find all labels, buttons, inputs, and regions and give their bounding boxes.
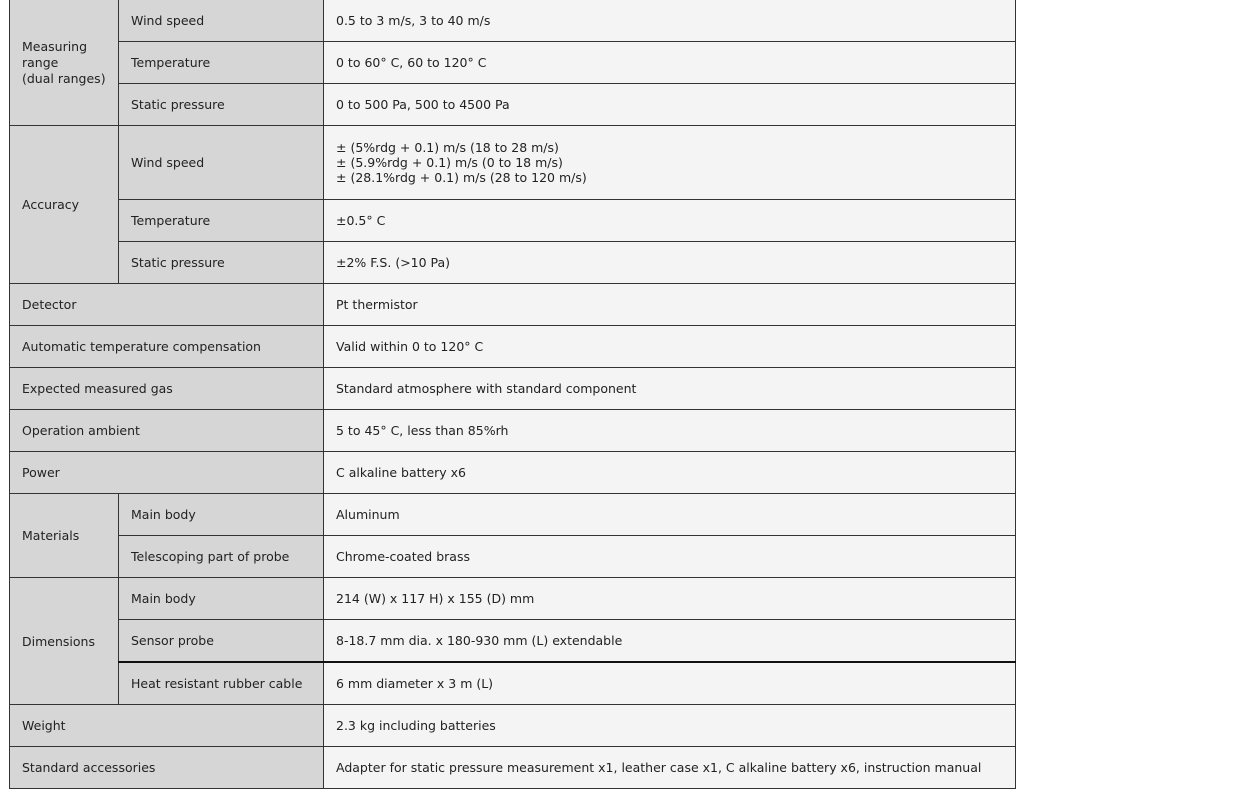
value-cell: C alkaline battery x6 xyxy=(324,452,1016,494)
accuracy-line: ± (28.1%rdg + 0.1) m/s (28 to 120 m/s) xyxy=(336,170,587,185)
table-row xyxy=(10,452,1016,494)
table-row xyxy=(10,0,1016,42)
group-label-dimensions: Dimensions xyxy=(10,578,119,705)
table-row xyxy=(10,410,1016,452)
accuracy-line: ± (5.9%rdg + 0.1) m/s (0 to 18 m/s) xyxy=(336,155,563,170)
value-cell: 0 to 60° C, 60 to 120° C xyxy=(324,42,1016,84)
sub-label: Temperature xyxy=(119,200,324,242)
group-label-accuracy: Accuracy xyxy=(10,126,119,284)
sub-label: Temperature xyxy=(119,42,324,84)
spec-table xyxy=(9,0,1016,789)
value-cell: 5 to 45° C, less than 85%rh xyxy=(324,410,1016,452)
group-label-measuring-range: Measuring range (dual ranges) xyxy=(10,0,119,126)
table-row xyxy=(10,662,1016,705)
table-row xyxy=(10,84,1016,126)
sub-label: Main body xyxy=(119,494,324,536)
row-label-expected-gas: Expected measured gas xyxy=(10,368,324,410)
sub-label: Telescoping part of probe xyxy=(119,536,324,578)
value-cell: 0 to 500 Pa, 500 to 4500 Pa xyxy=(324,84,1016,126)
row-label-detector: Detector xyxy=(10,284,324,326)
value-cell: 8-18.7 mm dia. x 180-930 mm (L) extendable xyxy=(324,620,1016,663)
value-cell: ±2% F.S. (>10 Pa) xyxy=(324,242,1016,284)
value-cell xyxy=(324,126,1016,200)
sub-label: Wind speed xyxy=(119,126,324,200)
table-row xyxy=(10,326,1016,368)
table-row xyxy=(10,126,1016,200)
value-cell: Standard atmosphere with standard component xyxy=(324,368,1016,410)
table-row xyxy=(10,747,1016,789)
table-row xyxy=(10,705,1016,747)
value-cell: 6 mm diameter x 3 m (L) xyxy=(324,662,1016,705)
accuracy-line: ± (5%rdg + 0.1) m/s (18 to 28 m/s) xyxy=(336,140,559,155)
value-cell: Aluminum xyxy=(324,494,1016,536)
row-label-power: Power xyxy=(10,452,324,494)
value-cell: 214 (W) x 117 H) x 155 (D) mm xyxy=(324,578,1016,620)
sub-label: Sensor probe xyxy=(119,620,324,663)
value-cell: Chrome-coated brass xyxy=(324,536,1016,578)
sub-label: Main body xyxy=(119,578,324,620)
table-row xyxy=(10,620,1016,663)
value-cell: Adapter for static pressure measurement x1, leather case x1, C alkaline battery x6, instruction manual xyxy=(324,747,1016,789)
table-row xyxy=(10,494,1016,536)
table-row xyxy=(10,242,1016,284)
value-cell: 0.5 to 3 m/s, 3 to 40 m/s xyxy=(324,0,1016,42)
sub-label: Wind speed xyxy=(119,0,324,42)
row-label-accessories: Standard accessories xyxy=(10,747,324,789)
group-label-materials: Materials xyxy=(10,494,119,578)
value-cell: Valid within 0 to 120° C xyxy=(324,326,1016,368)
value-cell: 2.3 kg including batteries xyxy=(324,705,1016,747)
value-cell: ±0.5° C xyxy=(324,200,1016,242)
row-label-operation-ambient: Operation ambient xyxy=(10,410,324,452)
table-row xyxy=(10,200,1016,242)
sub-label: Heat resistant rubber cable xyxy=(119,662,324,705)
table-row xyxy=(10,578,1016,620)
sub-label: Static pressure xyxy=(119,84,324,126)
sub-label: Static pressure xyxy=(119,242,324,284)
table-row xyxy=(10,368,1016,410)
row-label-auto-temp-comp: Automatic temperature compensation xyxy=(10,326,324,368)
table-row xyxy=(10,536,1016,578)
value-cell: Pt thermistor xyxy=(324,284,1016,326)
row-label-weight: Weight xyxy=(10,705,324,747)
table-row xyxy=(10,284,1016,326)
table-row xyxy=(10,42,1016,84)
